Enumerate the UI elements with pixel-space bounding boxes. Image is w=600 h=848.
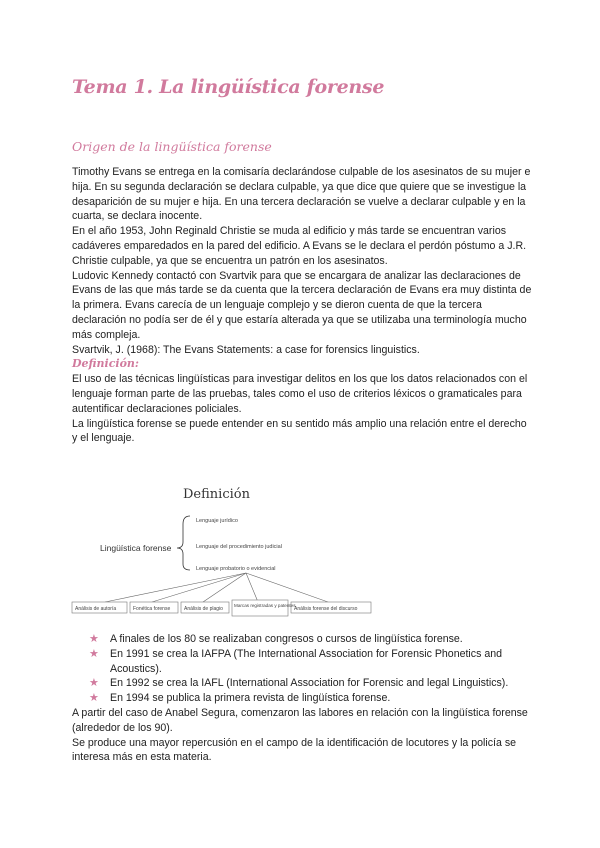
paragraph: Timothy Evans se entrega en la comisaría declarándose culpable de los asesinatos de su mujer e hija. En su segunda declaración se declara culpable, ya que dice que quiere que se investigue la desaparición de su mujer e hija. En una tercera declaración se vuelve a declarar culpable y en la cuarta, se declara inocente. — [72, 166, 531, 223]
history-text — [72, 632, 534, 765]
star-icon: ★ — [89, 692, 99, 705]
branch: Lenguaje probatorio o evidencial — [196, 566, 276, 572]
branch: Lenguaje del procedimiento judicial — [196, 544, 282, 550]
diagram-title: Definición — [183, 487, 250, 502]
leaf: Marcas registradas y patentes — [234, 603, 296, 608]
milestones-list — [72, 632, 534, 706]
star-icon: ★ — [89, 633, 99, 645]
paragraph: El uso de las técnicas lingüísticas para investigar delitos en los que los datos relacionados con el lenguaje forman parte de las pruebas, tales como el uso de criterios léxicos o gramaticales para autentificar declaraciones policiales. — [72, 373, 528, 415]
branch: Lenguaje jurídico — [196, 518, 238, 524]
reference: Svartvik, J. (1968): The Evans Statements: a case for forensics linguistics. — [72, 343, 420, 356]
star-icon: ★ — [89, 647, 99, 660]
page-title: Tema 1. La lingüística forense — [72, 76, 385, 98]
brace — [177, 516, 190, 570]
list-item: ★ En 1994 se publica la primera revista de lingüística forense. — [89, 692, 391, 705]
list-item: ★ En 1992 se crea la IAFL (International Association for Forensic and legal Linguistics). — [89, 677, 509, 690]
paragraph: Ludovic Kennedy contactó con Svartvik para que se encargara de analizar las declaraciones de Evans de las que más tarde se da cuenta que la tercera declaración de Evans era muy distinta de la primera. Evans carecía de un lenguaje complejo y se dieron cuenta de que la tercera declaración no podía ser de él y que estaría alterada ya que se utilizaba una terminología mucho más compleja. — [72, 269, 532, 341]
leaf: Análisis de autoría — [75, 606, 117, 612]
list-item: ★ A finales de los 80 se realizaban congresos o cursos de lingüística forense. — [89, 633, 463, 645]
leaf: Fonética forense — [133, 606, 171, 612]
leaf: Análisis forense del discurso — [294, 606, 358, 612]
definition-heading: Definición: — [72, 357, 139, 371]
paragraph: A partir del caso de Anabel Segura, comenzaron las labores en relación con la lingüística forense (alrededor de los 90). — [72, 706, 528, 734]
paragraph: La lingüística forense se puede entender en su sentido más amplio una relación entre el derecho y el lenguaje. — [72, 417, 527, 445]
star-icon: ★ — [89, 677, 99, 690]
definition-diagram — [70, 482, 375, 622]
origen-text — [72, 165, 534, 446]
paragraph: Se produce una mayor repercusión en el campo de la identificación de locutores y la policía se interesa más en esta materia. — [72, 736, 517, 764]
paragraph: En el año 1953, John Reginald Christie se muda al edificio y más tarde se encuentran varios cadáveres emparedados en la pared del edificio. A Evans se le declara el perdón póstumo a J.R. Christie culpable, ya que se encuentra un patrón en los asesinatos. — [72, 225, 527, 267]
list-item: ★ En 1991 se crea la IAFPA (The International Association for Forensic Phonetics and Acoustics). — [89, 647, 502, 675]
leaf: Análisis de plagio — [184, 606, 223, 612]
section-heading-origen: Origen de la lingüística forense — [72, 139, 272, 154]
diagram-root: Lingüística forense — [100, 543, 172, 553]
